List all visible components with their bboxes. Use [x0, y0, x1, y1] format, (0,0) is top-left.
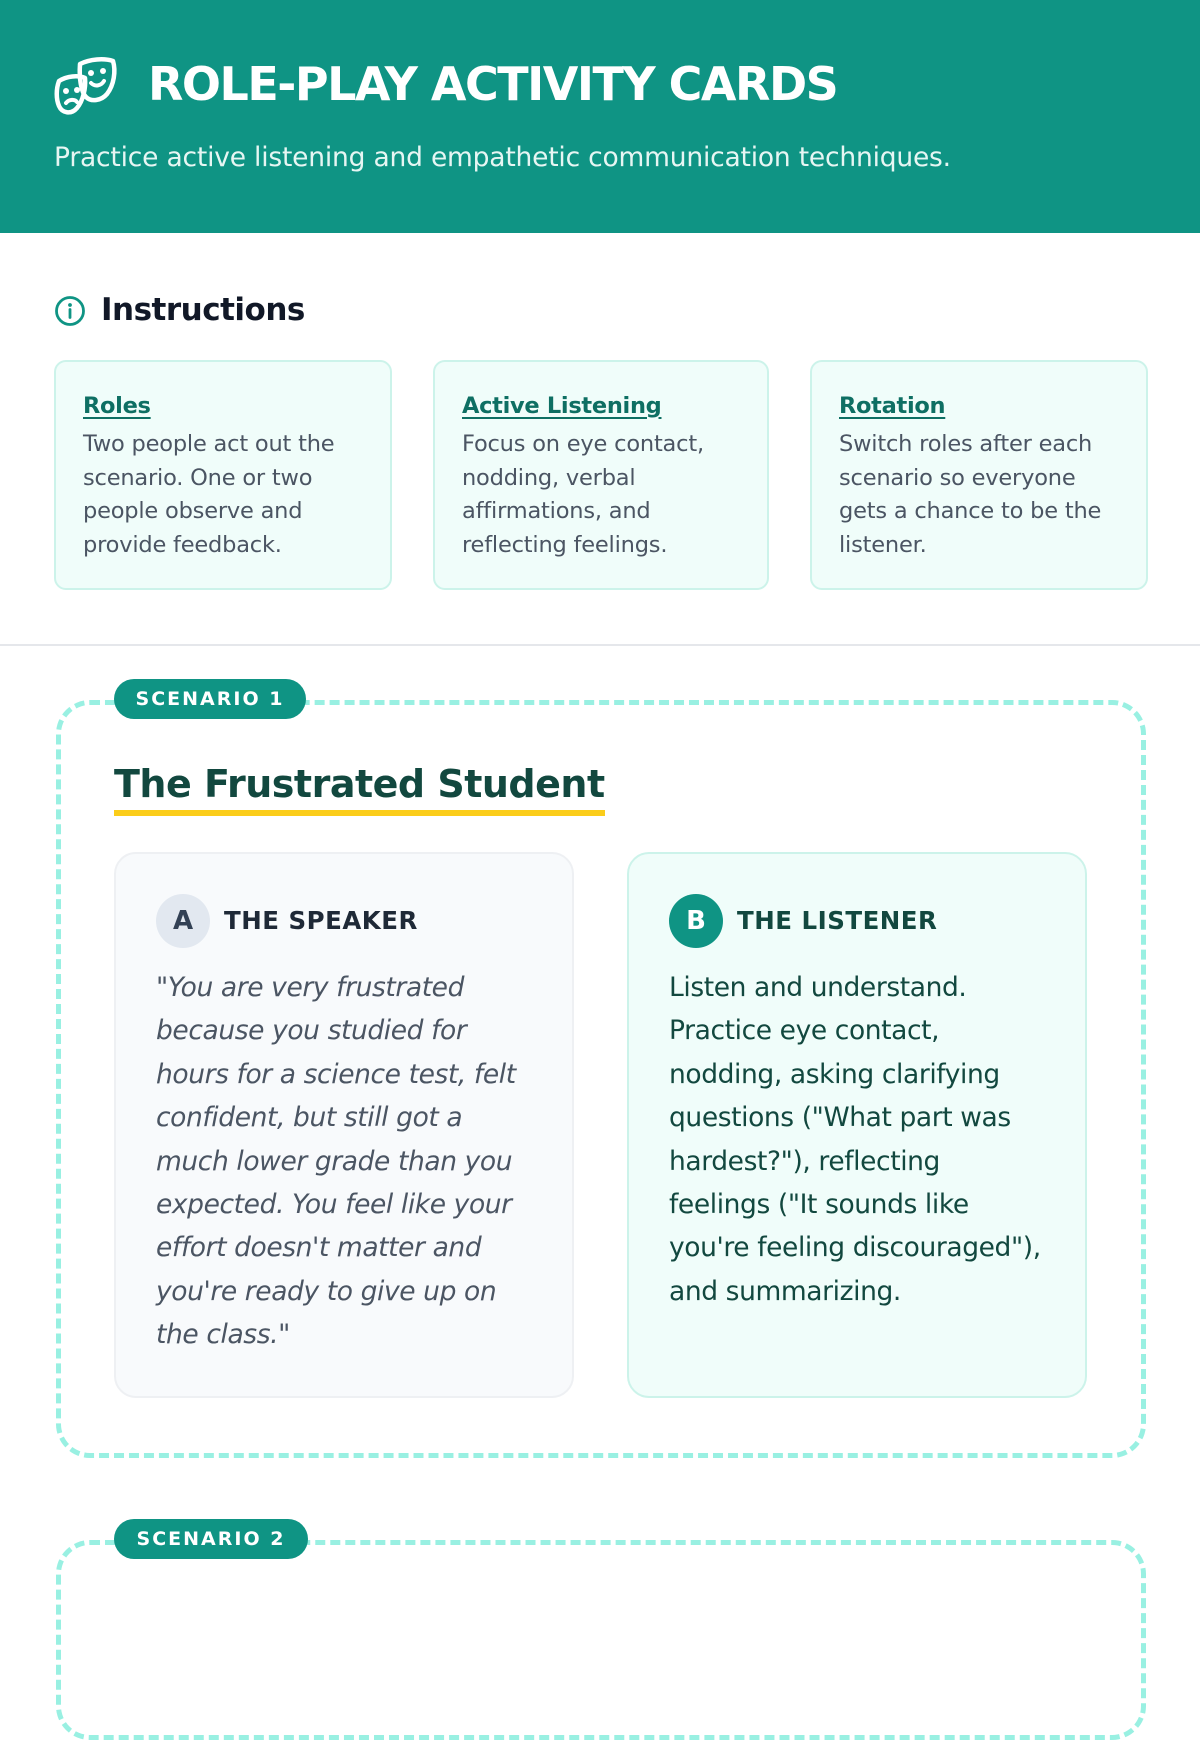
scenario-title: The Frustrated Student — [114, 758, 605, 816]
scenario-badge: SCENARIO 2 — [114, 1519, 308, 1559]
speaker-card — [114, 852, 574, 1398]
listener-instructions: Listen and understand. Practice eye contact, nodding, asking clarifying questions ("What part was hardest?"), reflecting feelings ("It sounds like you're feeling discouraged"), and summarizing. — [669, 972, 1041, 1307]
section-divider — [0, 644, 1200, 646]
role-letter-badge: A — [156, 894, 210, 948]
scenario-badge: SCENARIO 1 — [114, 679, 306, 719]
instruction-card-active-listening — [433, 360, 769, 590]
info-circle-icon — [54, 295, 86, 327]
theater-masks-icon — [54, 56, 118, 120]
speaker-heading — [156, 894, 534, 948]
instruction-card-text: Switch roles after each scenario so everyone gets a chance to be the listener. — [839, 431, 1102, 558]
role-letter-badge: B — [669, 894, 723, 948]
instruction-card-text: Two people act out the scenario. One or two people observe and provide feedback. — [83, 431, 335, 558]
instruction-card-title: Active Listening — [462, 393, 662, 419]
role-label: THE SPEAKER — [224, 906, 418, 935]
instruction-card-text: Focus on eye contact, nodding, verbal affirmations, and reflecting feelings. — [462, 431, 704, 558]
speaker-prompt: "You are very frustrated because you studied for hours for a science test, felt confident, but still got a much lower grade than you expected. You feel like your effort doesn't matter and you're ready to give up on the class." — [156, 972, 516, 1351]
instruction-card-rotation — [810, 360, 1148, 590]
instruction-card-title: Rotation — [839, 393, 946, 419]
instruction-card-title: Roles — [83, 393, 151, 419]
scenario-card-border — [56, 1540, 1146, 1740]
instruction-card-roles — [54, 360, 392, 590]
page-title: ROLE-PLAY ACTIVITY CARDS — [148, 57, 838, 111]
listener-heading — [669, 894, 1047, 948]
listener-card — [627, 852, 1087, 1398]
role-label: THE LISTENER — [737, 906, 938, 935]
page-header — [0, 0, 1200, 233]
instructions-title: Instructions — [101, 292, 305, 328]
page-subtitle: Practice active listening and empathetic communication techniques. — [54, 142, 951, 173]
